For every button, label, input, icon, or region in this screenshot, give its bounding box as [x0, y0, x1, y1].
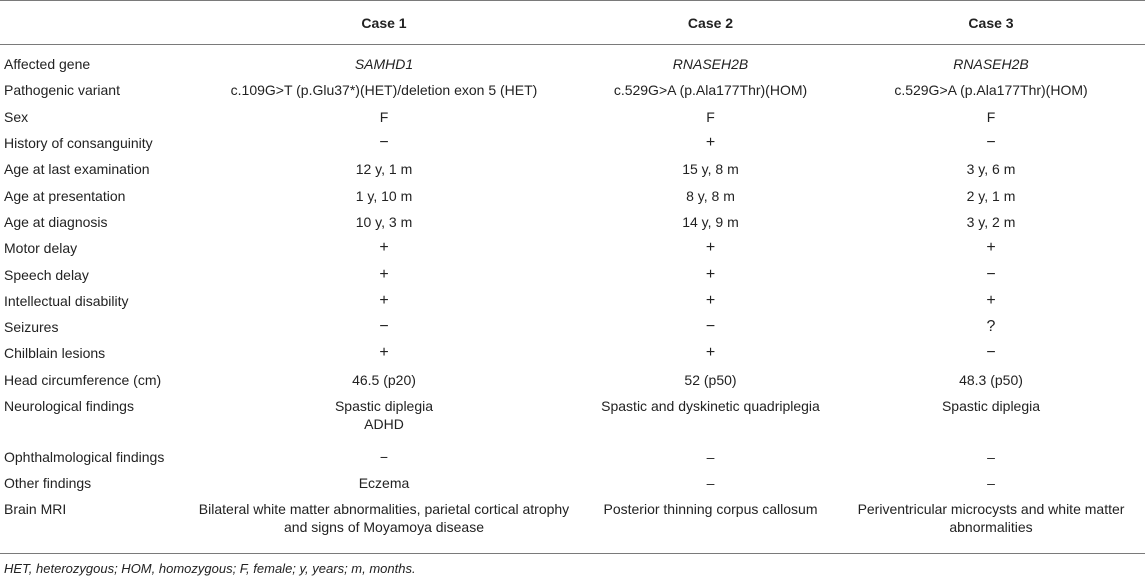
table-row — [0, 496, 1145, 554]
row-label: Pathogenic variant — [4, 82, 120, 99]
cell-case-3: Spastic diplegia — [941, 397, 1041, 414]
row-label: Seizures — [4, 319, 59, 336]
cell-case-3: ? — [986, 318, 996, 336]
header-case-2: Case 2 — [584, 1, 837, 45]
cell-case-2: 14 y, 9 m — [682, 213, 739, 230]
cell-case-1: 10 y, 3 m — [355, 213, 413, 230]
header-case-1: Case 1 — [184, 1, 584, 45]
cell-case-3: 2 y, 1 m — [966, 187, 1016, 204]
table-row — [0, 130, 1145, 156]
row-label: Affected gene — [4, 56, 91, 73]
cell-case-3: RNASEH2B — [953, 56, 1029, 73]
cell-case-3: Periventricular microcysts and white matter abnormalities — [837, 496, 1145, 554]
row-label: Speech delay — [4, 266, 89, 283]
cell-case-3: − — [986, 134, 996, 152]
cell-case-3: + — [986, 239, 996, 257]
header-empty — [0, 1, 184, 45]
cell-case-1: Bilateral white matter abnormalities, parietal cortical atrophy and signs of Moyamoya disease — [184, 496, 584, 554]
table-row — [0, 45, 1145, 78]
table-row — [0, 235, 1145, 261]
cell-case-3: 3 y, 2 m — [966, 213, 1016, 230]
cell-case-1: F — [379, 108, 389, 125]
row-label: Age at last examination — [4, 161, 150, 178]
row-label: Ophthalmological findings — [4, 449, 165, 465]
cell-case-1: + — [379, 344, 389, 362]
cell-case-2: Spastic and dyskinetic quadriplegia — [601, 397, 820, 414]
table-row — [0, 261, 1145, 287]
cell-case-3: – — [987, 449, 995, 465]
cell-case-1: + — [379, 239, 389, 257]
table-row — [0, 209, 1145, 235]
row-label: Other findings — [4, 475, 92, 492]
row-label: Age at diagnosis — [4, 213, 108, 230]
cell-case-3: + — [986, 291, 996, 309]
cell-case-2: 8 y, 8 m — [686, 187, 735, 204]
cell-case-2: c.529G>A (p.Ala177Thr)(HOM) — [613, 82, 808, 99]
cell-case-2: + — [705, 265, 716, 283]
row-label: History of consanguinity — [4, 135, 153, 152]
cell-case-3: 3 y, 6 m — [966, 161, 1016, 178]
cell-case-2: + — [705, 344, 716, 362]
table-row — [0, 340, 1145, 366]
header-case-3: Case 3 — [837, 1, 1145, 45]
cell-case-2: + — [705, 291, 716, 309]
cell-case-1: − — [379, 449, 389, 465]
cell-case-1: Eczema — [358, 475, 410, 492]
cell-case-2: + — [705, 134, 716, 152]
row-label: Head circumference (cm) — [4, 371, 162, 388]
cell-case-3: − — [986, 344, 996, 362]
row-label: Sex — [4, 108, 29, 125]
table-row — [0, 393, 1145, 444]
row-label: Age at presentation — [4, 187, 126, 204]
table-header-row — [0, 1, 1145, 45]
cell-case-3: F — [986, 108, 996, 125]
cell-case-2: RNASEH2B — [672, 56, 749, 73]
table-row — [0, 77, 1145, 103]
cell-case-3: c.529G>A (p.Ala177Thr)(HOM) — [894, 82, 1088, 99]
row-label: Motor delay — [4, 240, 78, 257]
cell-case-1: − — [379, 134, 389, 152]
cell-case-3: 48.3 (p50) — [959, 371, 1023, 388]
cell-case-1: SAMHD1 — [354, 56, 414, 73]
table-row — [0, 314, 1145, 340]
table-row — [0, 470, 1145, 496]
row-label: Neurological findings — [4, 397, 134, 414]
cell-case-2: 52 (p50) — [684, 371, 737, 388]
cell-case-2: Posterior thinning corpus callosum — [584, 496, 837, 554]
cell-case-1: 46.5 (p20) — [352, 371, 416, 388]
table-row — [0, 156, 1145, 182]
cell-case-2: F — [706, 108, 715, 125]
row-label: Chilblain lesions — [4, 345, 106, 362]
table-row — [0, 288, 1145, 314]
cell-case-1: − — [379, 318, 389, 336]
cell-case-3: – — [987, 475, 995, 492]
table-row — [0, 367, 1145, 393]
cell-case-1: + — [379, 265, 389, 283]
cell-case-1: + — [379, 291, 389, 309]
cell-case-1: 1 y, 10 m — [355, 187, 413, 204]
cell-case-3: − — [986, 265, 996, 283]
cell-case-2: – — [706, 449, 715, 465]
row-label: Intellectual disability — [4, 292, 129, 309]
table-row — [0, 182, 1145, 208]
row-label: Brain MRI — [0, 496, 184, 554]
cell-case-1: Spastic diplegia ADHD — [334, 397, 434, 432]
table-row — [0, 444, 1145, 470]
table-footnote: HET, heterozygous; HOM, homozygous; F, female; y, years; m, months. — [4, 561, 416, 576]
table-row — [0, 104, 1145, 130]
cell-case-1: 12 y, 1 m — [355, 161, 413, 178]
cell-case-2: − — [705, 318, 716, 336]
cell-case-2: 15 y, 8 m — [682, 161, 739, 178]
cell-case-1: c.109G>T (p.Glu37*)(HET)/deletion exon 5 (HET) — [230, 82, 538, 99]
cell-case-2: – — [706, 475, 715, 492]
cell-case-2: + — [705, 239, 716, 257]
